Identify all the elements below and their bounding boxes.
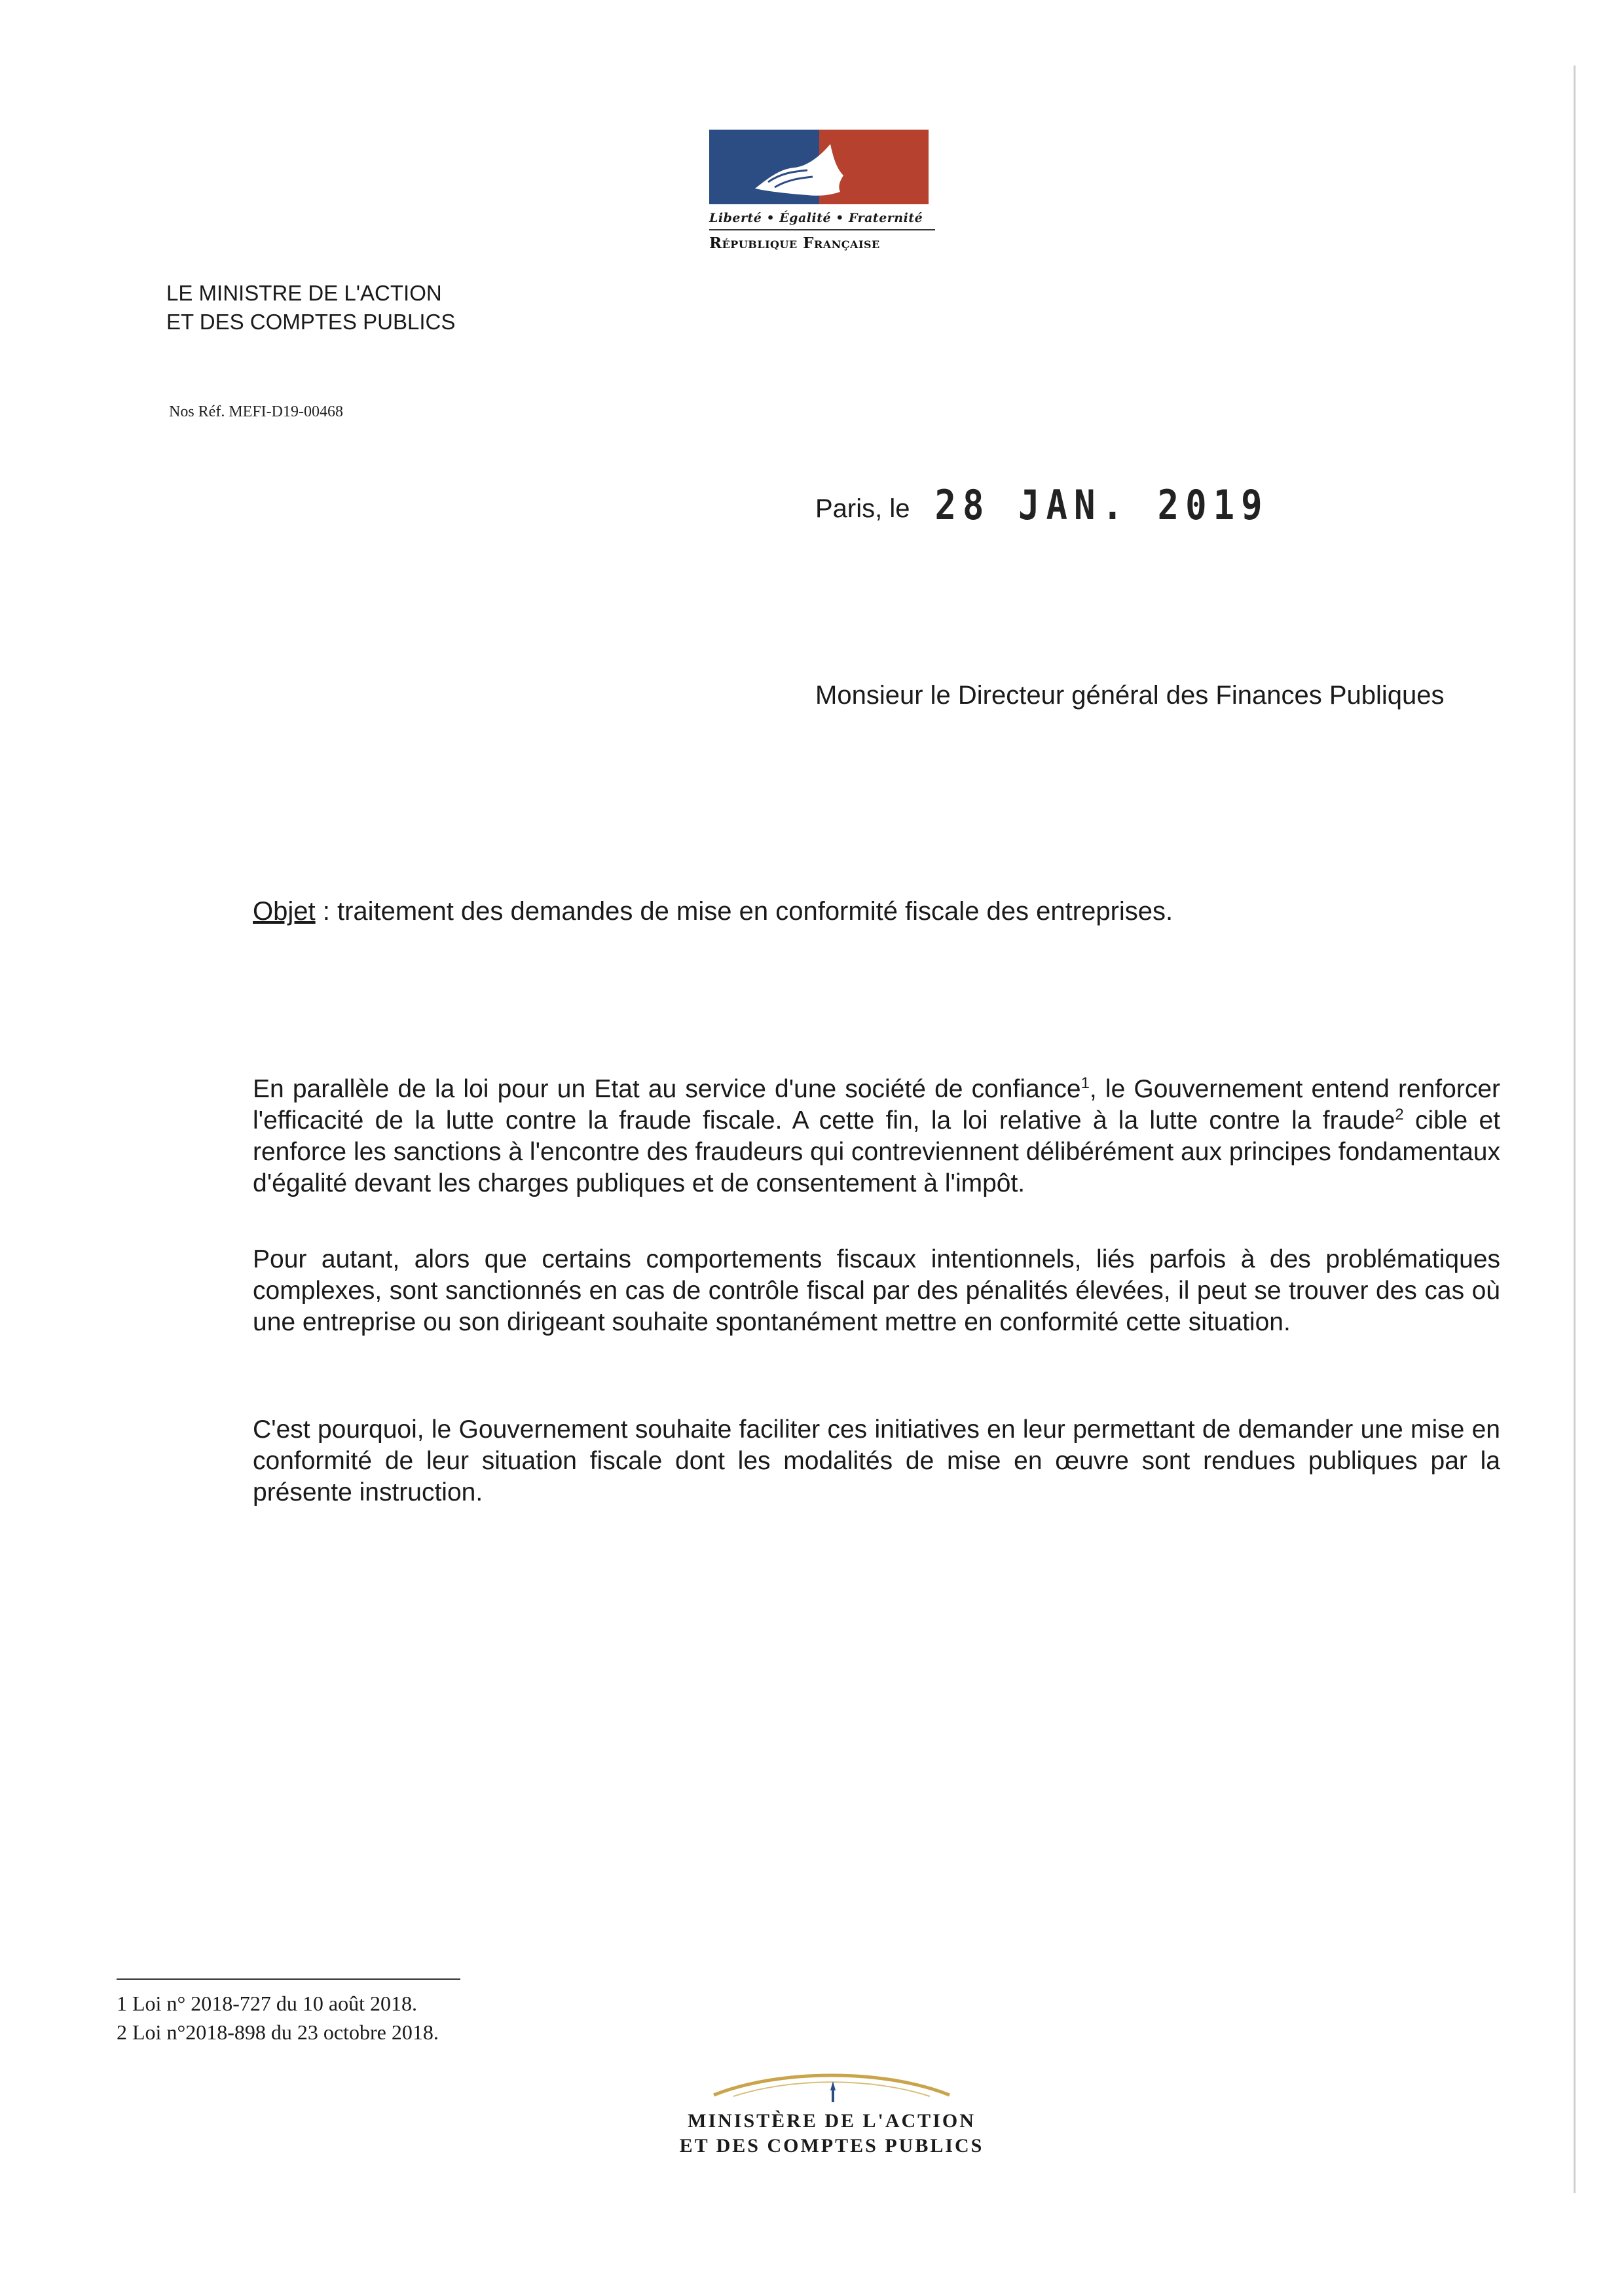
ministry-arc-icon — [707, 2066, 956, 2105]
ministry-footer-logo — [668, 2066, 995, 2159]
paragraph-3-text: C'est pourquoi, le Gouvernement souhaite faciliter ces initiatives en leur permettant de demander une mise en conformité de leur situation fiscale dont les modalités de mise en œuvre sont rendues publiques par la présente instruction. — [253, 1415, 1500, 1506]
paragraph-1 — [253, 1074, 1500, 1199]
footnotes — [117, 1989, 439, 2047]
ministry-name-line-1: MINISTÈRE DE L'ACTION — [688, 2110, 976, 2132]
paragraph-3 — [253, 1414, 1500, 1508]
republic-name: République Française — [709, 234, 880, 252]
reference-number: Nos Réf. MEFI-D19-00468 — [169, 403, 343, 420]
date-prefix: Paris, le — [815, 494, 910, 523]
logo-divider — [709, 229, 935, 230]
date-stamp: 28 JAN. 2019 — [934, 481, 1269, 529]
ministry-name-line-2: ET DES COMPTES PUBLICS — [679, 2135, 984, 2157]
paragraph-2 — [253, 1244, 1500, 1338]
sender-line-2: ET DES COMPTES PUBLICS — [166, 310, 456, 334]
scan-edge-line — [1574, 65, 1576, 2193]
paragraph-1-part-c: cible et renforce les sanctions à l'encontre des fraudeurs qui contreviennent délibérément aux principes fondamentaux d'égalité devant les charges publiques et de consentement à l'impôt. — [253, 1106, 1500, 1197]
date-line — [815, 481, 1269, 529]
marianne-logo — [709, 130, 935, 252]
marianne-profile-icon — [709, 130, 929, 204]
footnote-divider — [117, 1978, 460, 1980]
subject-line — [253, 897, 1173, 926]
footnote-ref-1: 1 — [1080, 1074, 1090, 1092]
footnote-2: 2 Loi n°2018-898 du 23 octobre 2018. — [117, 2020, 439, 2044]
flag-block — [709, 130, 929, 204]
paragraph-1-part-b: , le Gouvernement entend renforcer l'efficacité de la lutte contre la fraude fiscale. A cette fin, la loi relative à la lutte contre la fraude — [253, 1075, 1500, 1135]
paragraph-1-part-a: En parallèle de la loi pour un Etat au service d'une société de confiance — [253, 1075, 1081, 1103]
sender-line-1: LE MINISTRE DE L'ACTION — [166, 281, 442, 305]
footnote-ref-2: 2 — [1395, 1106, 1404, 1123]
subject-label: Objet — [253, 897, 316, 926]
footnote-1: 1 Loi n° 2018-727 du 10 août 2018. — [117, 1992, 417, 2015]
addressee: Monsieur le Directeur général des Finances Publiques — [815, 681, 1445, 710]
paragraph-2-text: Pour autant, alors que certains comportements fiscaux intentionnels, liés parfois à des problématiques complexes, sont sanctionnés en cas de contrôle fiscal par des pénalités élevées, il peut se trouver des cas où une entreprise ou son dirigeant souhaite spontanément mettre en conformité cette situation. — [253, 1245, 1500, 1336]
republic-motto: Liberté • Égalité • Fraternité — [709, 211, 923, 225]
subject-text: : traitement des demandes de mise en conformité fiscale des entreprises. — [315, 897, 1173, 926]
sender-block — [166, 279, 455, 337]
